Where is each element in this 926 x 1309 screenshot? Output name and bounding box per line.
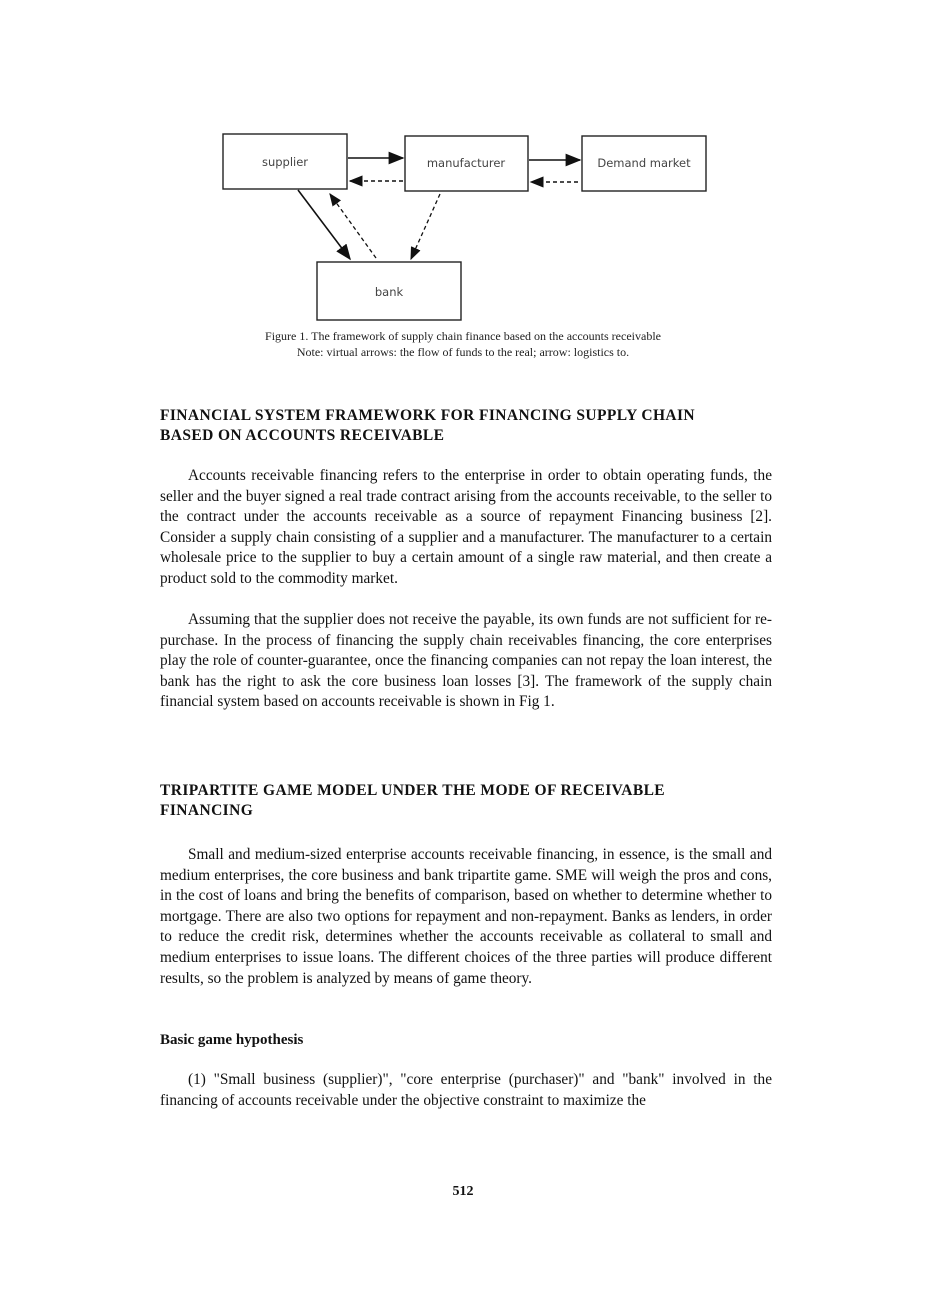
heading-line: TRIPARTITE GAME MODEL UNDER THE MODE OF RECEIVABLE <box>160 782 666 799</box>
paragraph: Assuming that the supplier does not receive the payable, its own funds are not sufficient for re-purchase. In the process of financing the supply chain receivables financing, the core enterprises play the role of counter-guarantee, once the financing companies can not repay the loan interest, the bank has the right to ask the core business loan losses [3]. The framework of the supply chain financial system based on accounts receivable is shown in Fig 1. <box>160 611 772 711</box>
arrow-supplier-to-bank <box>298 190 350 259</box>
figure-1 <box>0 0 926 380</box>
dashed-arrow-manufacturer-to-bank <box>411 194 440 259</box>
supply-chain-diagram <box>0 0 926 380</box>
supplier-label: supplier <box>261 155 309 169</box>
caption-note: Note: virtual arrows: the flow of funds to the real; arrow: logistics to. <box>296 345 630 359</box>
paragraph: Accounts receivable financing refers to the enterprise in order to obtain operating funds, the seller and the buyer signed a real trade contract arising from the accounts receivable, to the seller to the contract under the accounts receivable as a source of repayment Financing business [2]. Consider a supply chain consisting of a supplier and a manufacturer. The manufacturer to a certain wholesale price to the supplier to buy a certain amount of a single raw material, and then create a product sold to the commodity market. <box>160 467 772 587</box>
heading-line: FINANCIAL SYSTEM FRAMEWORK FOR FINANCING SUPPLY CHAIN <box>160 407 696 424</box>
dashed-arrow-bank-to-supplier <box>330 194 376 258</box>
manufacturer-label: manufacturer <box>426 156 506 170</box>
section-heading-1 <box>160 406 766 446</box>
paragraph: (1) "Small business (supplier)", "core enterprise (purchaser)" and "bank" involved in the financing of accounts receivable under the objective constraint to maximize the <box>160 1071 772 1109</box>
market-label: Demand market <box>597 156 691 170</box>
bank-label: bank <box>374 285 404 299</box>
heading-line: BASED ON ACCOUNTS RECEIVABLE <box>160 427 445 444</box>
page-number: 512 <box>452 1184 474 1199</box>
caption-title: Figure 1. The framework of supply chain finance based on the accounts receivable <box>265 329 661 343</box>
figure-caption <box>160 328 766 360</box>
paragraph: Small and medium-sized enterprise accounts receivable financing, in essence, is the small and medium enterprises, the core business and bank tripartite game. SME will weigh the pros and cons, in the cost of loans and bring the benefits of comparison, based on whether to determine whether to mortgage. There are also two options for repayment and non-repayment. Banks as lenders, in order to reduce the credit risk, determines whether the accounts receivable as collateral to small and medium enterprises to issue loans. The different choices of the three parties will produce different results, so the problem is analyzed by means of game theory. <box>160 846 772 987</box>
subheading: Basic game hypothesis <box>160 1032 304 1048</box>
section-heading-2 <box>160 781 766 821</box>
heading-line: FINANCING <box>160 802 254 819</box>
